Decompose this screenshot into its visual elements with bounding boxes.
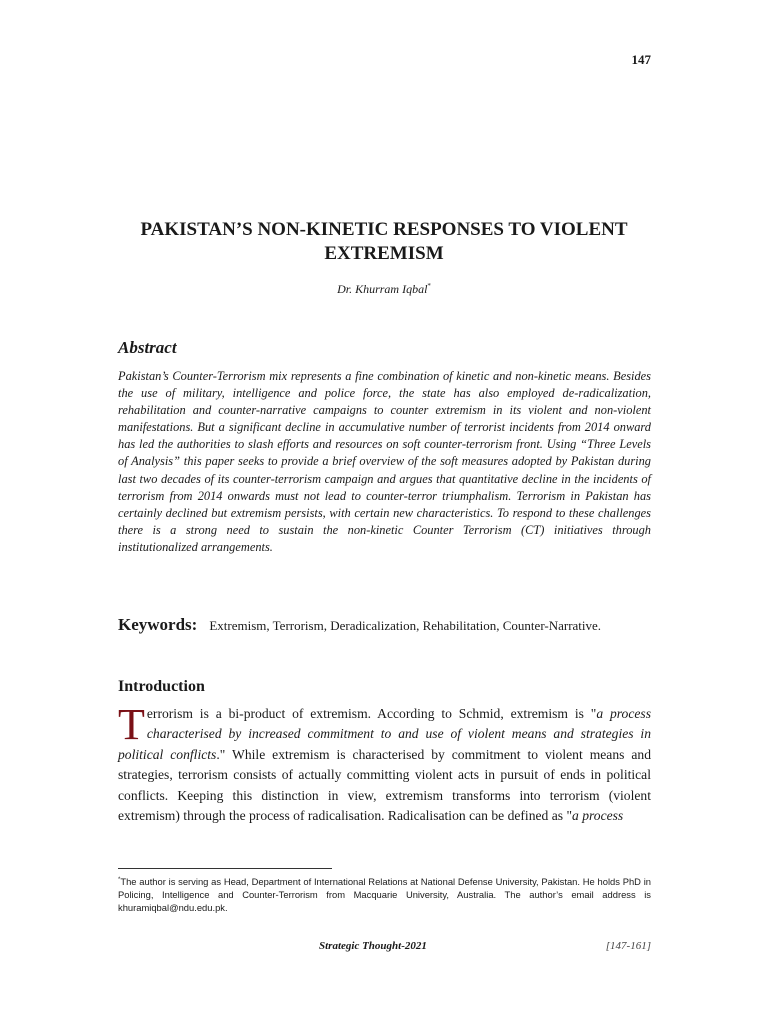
intro-quote-1: a process characterised by increased commitment to and use of violent means and strategies in political conflicts <box>118 706 651 762</box>
keywords-text: Extremism, Terrorism, Deradicalization, Rehabilitation, Counter-Narrative. <box>209 618 602 633</box>
journal-name: Strategic Thought-2021 <box>319 940 427 952</box>
abstract-heading: Abstract <box>118 338 177 357</box>
keywords <box>118 616 651 635</box>
page-number: 147 <box>631 52 651 67</box>
introduction-heading: Introduction <box>118 678 205 695</box>
intro-text-part1: errorism is a bi-product of extremism. According to Schmid, extremism is " <box>146 706 597 721</box>
author-footnote-mark: * <box>427 282 431 290</box>
intro-text-part2: ." While extremism is characterised by commitment to violent means and strategies, terrorism consists of actually committing violent acts in pursuit of ends in political conflicts. Keeping this distinction in view, extremism transforms into terrorism (violent extremism) through the process of radicalisation. Radicalisation can be defined as " <box>118 746 652 824</box>
footnote-text: The author is serving as Head, Department of International Relations at National Defense University, Pakistan. He holds PhD in Policing, Intelligence and Counter-Terrorism from Macquarie University, Australia. The author’s email address is khuramiqbal@ndu.edu.pk. <box>118 876 651 914</box>
footnote-divider <box>118 868 332 869</box>
page-range: [147-161] <box>605 940 651 952</box>
author-name: Dr. Khurram Iqbal <box>337 282 428 296</box>
keywords-label: Keywords: <box>118 615 198 634</box>
abstract-body: Pakistan’s Counter-Terrorism mix represents a fine combination of kinetic and non-kinetic means. Besides the use of military, intelligence and police force, the state has also employed de-radicalization, rehabilitation and counter-narrative campaigns to counter extremism in its violent and non-violent manifestations. But a significant decline in accumulative number of terrorist incidents from 2014 onward has led the authorities to slash efforts and resources on soft counter-terrorism front. Using “Three Levels of Analysis” this paper seeks to provide a brief overview of the soft measures adopted by Pakistan during last two decades of its counter-terrorism campaign and argues that quantitative decline in the incidents of terrorism from 2014 onwards must not lead to counter-terror triumphalism. Terrorism in Pakistan has certainly declined but extremism persists, with certain new characteristics. To respond to these challenges there is a strong need to sustain the non-kinetic Counter Terrorism (CT) initiatives through institutionalized arrangements. <box>118 369 651 554</box>
footnote <box>118 874 651 914</box>
drop-cap: T <box>118 700 145 749</box>
author-line <box>0 282 768 297</box>
footnote-mark: * <box>118 877 121 883</box>
introduction-body <box>118 700 652 826</box>
intro-quote-2: a process <box>572 808 624 824</box>
paper-title: PAKISTAN’S NON-KINETIC RESPONSES TO VIOLENT EXTREMISM <box>140 219 628 264</box>
